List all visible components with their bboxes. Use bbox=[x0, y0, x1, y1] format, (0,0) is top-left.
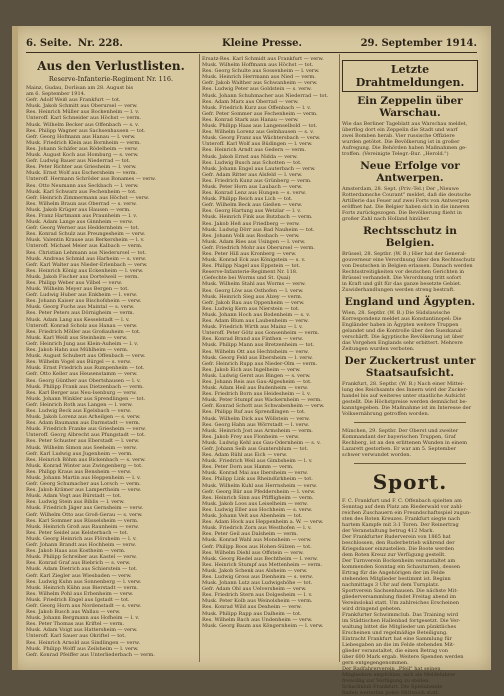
text-line: Gefr. Peter Sommer aus Fechenheim — verm. bbox=[202, 110, 318, 117]
article-body bbox=[342, 251, 478, 293]
text-line: Res. Ludwig Eller aus Hochheim — s. verw. bbox=[202, 506, 313, 513]
text-line: Gefr. Konrad Pfeiffer aus Unterliederbach — verm. bbox=[26, 651, 155, 658]
article-headline: Ein Zeppelin über Warschau. bbox=[357, 95, 463, 119]
text-line: Res. Ludwig Kern aus Nierstein — tot. bbox=[202, 305, 300, 312]
column-casualty-lists bbox=[26, 56, 196, 662]
text-line: Gefr. Johann Brandt aus Hochheim — verw. bbox=[26, 542, 137, 549]
text-line: Musk. Wilhelm Kuhl aus Herrnsheim — verw. bbox=[202, 482, 318, 489]
text-line: Gefr. Heinrich Jung aus Klein-Auheim — l. v. bbox=[26, 340, 139, 347]
text-line: Res. Wilhelm Braun aus Oberrad — s. verw. bbox=[26, 200, 137, 207]
text-line: Res. Christian Lehmann aus Niederursel — tot. bbox=[26, 249, 147, 256]
text-line: der Veranstaltung betrug 412 Mark. bbox=[342, 528, 435, 534]
text-line: Musk. Johann Schuhmacher aus Niederrad — tot. bbox=[202, 92, 329, 99]
text-line: Amsterdam, 28. Sept. (Priv.-Tel.) Der „Nieuwe bbox=[342, 186, 459, 192]
text-line: Gefr. Georg Hofmann aus Hanau — l. verw. bbox=[26, 133, 136, 140]
text-line: sten des Roten Kreuzes. Frankfurt siegte nach bbox=[342, 516, 461, 522]
wire-news-box-title: Letzte Drahtmeldungen. bbox=[342, 60, 478, 92]
text-line: Res. Peter Peters aus Dörnigheim — verm. bbox=[26, 310, 135, 317]
page-label: 6. Seite. bbox=[26, 38, 72, 49]
text-line: Res. Konrad Brand aus Finthen — verw. bbox=[202, 336, 304, 343]
text-line: Frankfurt, 28. Septbr. (W. B.) Nach einer Mittei- bbox=[342, 381, 464, 387]
text-line: Res. Jakob Busch aus Wallau — verw. bbox=[26, 609, 121, 616]
text-line: Res. Heinrich Sinn aus Pfiffligheim — verm. bbox=[202, 494, 314, 501]
text-line: (Gefechte bei Worms und St. Quai) bbox=[202, 275, 291, 282]
text-line: Res. Konrad Lenz aus Hungen — s. verw. bbox=[202, 190, 307, 197]
text-line: Sportverein Sachsenhausen. Die nächste Mit- bbox=[342, 588, 459, 594]
text-line: Res. Georg Schulte aus Sossenheim — l. verw. bbox=[202, 68, 320, 75]
text-line: Gefr. Philipp Boos aus Hohen-Sülzen — tot. bbox=[202, 543, 312, 550]
text-line: Erscheinen und regelmäßige Beteiligung. bbox=[342, 630, 448, 636]
text-line: Musk. Wilhelm Dick aus Wöllstein — verw. bbox=[202, 415, 310, 422]
column-separator bbox=[339, 54, 340, 662]
article-body bbox=[342, 121, 478, 157]
text-line: Res. Konrad Graf aus Biebrich — s. verw. bbox=[26, 560, 131, 567]
text-line: Musk. Adam Heil aus Budenheim — verw. bbox=[202, 385, 309, 392]
text-line: reichen Zuschauern ein Freundschaftsspiel zugun- bbox=[342, 510, 471, 516]
text-line: Gefr. Ludwig Bauer aus Niederrad — tot. bbox=[26, 158, 131, 165]
section-subheading: Reserve-Infanterie-Regiment Nr. 116. bbox=[48, 75, 174, 83]
text-line: Musk. Johann Winkler aus Sprendlingen — tot. bbox=[26, 395, 146, 402]
text-line: Gefr. Jakob Rau aus Oppenheim — verw. bbox=[202, 299, 305, 306]
text-line: hartem Kampfe mit 3:1 Toren. Der Reinertrag bbox=[342, 522, 459, 528]
text-line: Gefr. Wilhelm Otto aus Groß-Gerau — s. verw. bbox=[26, 511, 143, 518]
text-line: Res. Heinrich Böhm aus Bickenbach — s. verw. bbox=[26, 456, 146, 463]
text-line: Res. Wilhelm Lorenz aus Gelnhausen — s. v. bbox=[202, 129, 314, 136]
text-line: Res. Jakob Haas aus Kostheim — verm. bbox=[26, 548, 126, 555]
text-line: Res. Philipp Ruf aus Sprendlingen — tot. bbox=[202, 409, 306, 416]
text-line: Musk. Friedrich Weil aus Gimbsheim — l. v. bbox=[202, 458, 313, 465]
text-line: Res. Wilhelm Pohl aus Erbenheim — verw. bbox=[26, 590, 134, 597]
text-line: Res. Peter Schuster aus Eberstadt — l. verw. bbox=[26, 438, 140, 445]
text-line: Res. Peter Seidel aus Kelsterbach — tot. bbox=[26, 529, 129, 536]
text-line: Res. Johann Volk aus Rosbach — verw. bbox=[202, 232, 300, 239]
text-line: lung des Reichsamts des Innern wird der Zucker- bbox=[342, 387, 468, 393]
text-line: handel bis auf weiteres unter staatliche Aufsicht bbox=[342, 393, 466, 399]
text-line: Musk. Valentin Krause aus Berkersheim — l. v. bbox=[26, 237, 145, 244]
text-line: Musk. Jakob Krüger aus Hausen — verm. bbox=[26, 206, 131, 213]
text-line: Musk. Heinrich Jost aus Armsheim — verm. bbox=[202, 427, 313, 434]
text-line: F. C. Frankfurt und F. C. Offenbach spielten am bbox=[342, 498, 462, 504]
text-line: Gefr. Heinrich Roth aus Langen — l. verw. bbox=[26, 401, 133, 408]
article-headline: England und Ägypten. bbox=[344, 296, 476, 308]
text-line: Musk. Philipp Wolff aus Zeilsheim — l. verw. bbox=[26, 645, 139, 652]
text-line: Musk. Karl Weiß aus Steinheim — verw. bbox=[26, 334, 128, 341]
text-line: Volksernährung getroffen worden. bbox=[342, 411, 430, 417]
text-line: Musk. Johann Engel aus Lauterbach — verw. bbox=[202, 165, 316, 172]
text-line: Res. Heinrich Arndt aus Gedern — verm. bbox=[202, 147, 306, 154]
text-line: Musk. Heinrich Fink aus Butzbach — verm. bbox=[202, 214, 313, 221]
text-line: Der Frankfurter Ruderverein von 1865 hat bbox=[342, 534, 451, 540]
text-line: Res. Peter Geil aus Dalsheim — verm. bbox=[202, 531, 298, 538]
text-line: Res. Peter Thomas aus Kriftel — verm. bbox=[26, 621, 125, 628]
text-line: Gefr. Otto Keller aus Heusenstamm — verw. bbox=[26, 371, 138, 378]
text-line: Der Turnverein Bockenheim veranstaltet am bbox=[342, 558, 456, 564]
text-line: Gefr. Georg Werner aus Heddernheim — tot. bbox=[26, 225, 140, 232]
text-line: Musk. Karl Schwarz aus Fechenheim — tot. bbox=[26, 188, 137, 195]
text-line: Res. Heinrich Müller aus Bockenheim — l. v. bbox=[26, 109, 140, 116]
text-line: Res. Ludwig Busch aus Schotten — tot. bbox=[202, 159, 302, 166]
text-line: Reserve-Infanterie-Regiment Nr. 118. bbox=[202, 269, 298, 276]
text-line: Unteroff. Karl Sauer aus Okriftel — tot. bbox=[26, 633, 126, 640]
text-line: Eintracht Frankfurt hat eine Sammlung für bbox=[342, 636, 452, 642]
text-line: Musk. Georg Heinrich aus Flörsheim — l. v. bbox=[26, 535, 137, 542]
text-line: Res. Jakob Krämer aus Lampertheim — verw. bbox=[26, 487, 142, 494]
text-line: Res. Friedrich Kunz aus Grünberg — verm. bbox=[202, 177, 312, 184]
text-line: Res. Karl Berger aus Neu-Isenburg — verw. bbox=[26, 389, 137, 396]
page-spine bbox=[12, 26, 18, 670]
text-line: Zuwiderhandlungen werden streng bestraft. bbox=[342, 287, 455, 293]
text-line: Rotterdamsche Courant" meldet, daß die deutsche bbox=[342, 192, 471, 198]
text-line: Res. Franz Hartmann aus Praunheim — l. v. bbox=[26, 212, 138, 219]
text-line: Musk. Johann Veit aus Abenheim — tot. bbox=[202, 513, 303, 520]
text-line: Musk. Peter Stumpf aus Wackernheim — verm. bbox=[202, 397, 322, 404]
casualty-list bbox=[202, 56, 336, 629]
text-line: Gefr. Georg Schumacher aus Lorsch — verm. bbox=[26, 481, 141, 488]
text-line: Wien, 28. Septbr. (W. B.) Die Südslawische bbox=[342, 310, 451, 316]
text-line: Musk. Philipp Haas aus Langenselbold — tot. bbox=[202, 123, 318, 130]
paper-name: Kleine Presse. bbox=[222, 38, 303, 49]
text-line: Gefr. Karl Walter aus Nieder-Erlenbach — verw. bbox=[26, 261, 148, 268]
text-line: großer Zahl nach Holland hinüber. bbox=[342, 216, 430, 222]
text-line: Musk. Ernst Friedrich aus Rumpenheim — tot. bbox=[26, 365, 145, 372]
text-line: Res. Adam Blum aus Laubenheim — verw. bbox=[202, 318, 309, 325]
text-line: beschlossen, den Ruderbetrieb während der bbox=[342, 540, 455, 546]
text-line: Res. Friedrich Stern aus Dolgesheim — l. v. bbox=[202, 592, 313, 599]
text-line: Res. Ludwig Beck aus Egelsbach — verw. bbox=[26, 407, 132, 414]
wire-news-articles bbox=[342, 95, 478, 458]
text-line: Res. Ludwig Peter aus Goldstein — s. verw. bbox=[202, 86, 312, 93]
text-line: Musk. Philipp Schreiber aus Kastel — verw. bbox=[26, 554, 137, 561]
text-line: Res. Adam Rühl aus Eich — verw. bbox=[202, 452, 288, 459]
text-line: Musk. Georg Riedel aus Bechtheim — l. verw. bbox=[202, 555, 318, 562]
text-line: Brüssel, 28. Septbr. (W. B.) Hier hat der General- bbox=[342, 251, 467, 257]
section-heading: Aus den Verlustlisten. bbox=[37, 59, 185, 73]
text-line: Musk. Heinrich Herrmann aus Nied — verm. bbox=[202, 74, 316, 81]
text-line: Musk. Jakob Schmitt aus Oberursel — verw. bbox=[26, 103, 138, 110]
text-line: Unteroff. Karl Schneider aus Höchst — verm. bbox=[26, 115, 142, 122]
text-line: Res. Peter Hill aus Kronberg — verw. bbox=[202, 251, 297, 257]
text-line: Musk. Friedrich Zorn aus Westhofen — l. v. bbox=[202, 525, 312, 532]
article-body bbox=[342, 310, 478, 352]
text-line: kommenden Sonntag ein Schauturnen, dessen bbox=[342, 564, 461, 570]
text-line: Res. Heinrich König aus Eckenheim — l. verw. bbox=[26, 267, 144, 274]
text-line: Musk. Georg Feld aus Ebersheim — l. verw. bbox=[202, 354, 313, 361]
text-line: überflog dort ein Zeppelin die Stadt und warf bbox=[342, 127, 458, 133]
text-line: Musk. Friedrich Kurz aus Offenbach — l. v. bbox=[202, 104, 311, 111]
text-line: Res. Johann Kaiser aus Bischofsheim — verw. bbox=[26, 298, 142, 305]
text-line: Musk. Peter Kolb aus Weinolsheim — verm. bbox=[202, 598, 313, 605]
text-line: Musk. Philipp Frank aus Dietzenbach — verm. bbox=[26, 383, 144, 390]
text-line: Gefr. Wilhelm Beck aus Gießen — verw. bbox=[202, 202, 303, 209]
text-line: Res. Jakob Heß aus Friedberg — verw. bbox=[202, 220, 300, 227]
text-line: Musk. Wilhelm Hoffmann aus Höchst — tot. bbox=[202, 62, 314, 69]
text-line: Artillerie das Feuer auf zwei Forts von Antwerpen bbox=[342, 198, 469, 204]
article-body bbox=[342, 381, 478, 417]
text-line: Res. Jakob Frey aus Flonheim — verw. bbox=[202, 433, 300, 440]
text-line: Musk. Friedrich Klein aus Bornheim — verm. bbox=[26, 139, 141, 146]
text-line: Res. Wilhelm Bach aus Undenheim — verw. bbox=[202, 616, 313, 623]
text-line: Engländer haben in Ägypten weitere Truppen bbox=[342, 322, 459, 328]
text-line: Musk. Georg Franz aus Wächtersbach — verw. bbox=[202, 135, 321, 142]
text-line: Res. Philipp Link aus Rheindürkheim — tot. bbox=[202, 476, 313, 483]
text-line: Gefr. Adam Ohl aus Uelversheim — verw. bbox=[202, 586, 307, 593]
text-line: Res. Philipp Wagner aus Sachsenhausen — tot. bbox=[26, 127, 146, 134]
text-line: Res. Ludwig Stein aus Biblis — l. verw. bbox=[26, 499, 125, 506]
text-line: Res. Georg Günther aus Obertshausen — l. v. bbox=[26, 377, 141, 384]
text-line: Res. Karl Sommer aus Rüsselsheim — verm. bbox=[26, 517, 139, 524]
sport-heading: Sport. bbox=[372, 470, 448, 494]
header-rule bbox=[26, 52, 477, 53]
text-line: Gefr. Heinrich Zimmermann aus Höchst — verw. bbox=[26, 194, 150, 201]
casualty-list bbox=[26, 85, 196, 658]
text-line: Gefr. Georg Horn aus Nordenstadt — s. verw. bbox=[26, 602, 142, 609]
text-line: Musk. Johann Lutz aus Ludwigshöhe — tot. bbox=[202, 580, 313, 587]
text-line: Res. Konrad Wild aus Dexheim — verw. bbox=[202, 604, 302, 611]
article-headline: Der Zuckertrust unter Staatsaufsicht. bbox=[344, 355, 476, 379]
text-line: Unteroff. Georg Albrecht aus Pfungstadt — tot. bbox=[26, 432, 146, 439]
text-line: Gefr. Karl Ziegler aus Wiesbaden — verw. bbox=[26, 572, 132, 579]
text-line: Res. Wilhelm Diehl aus Offstein — verw. bbox=[202, 549, 304, 556]
text-line: Mainz, Gudau, Dorlisan am 28. August bis bbox=[26, 85, 134, 91]
article-headline: Rechtsschutz in Belgien. bbox=[363, 225, 457, 249]
text-line: Musk. Johann Martin aus Heppenheim — l. v. bbox=[26, 475, 141, 481]
text-line: Musk. Jakob Lorenz aus Arheilgen — s. verw. bbox=[26, 414, 141, 421]
text-line: Musk. Friedrich Engel aus Igstadt — tot. bbox=[26, 596, 130, 603]
text-line: Musk. Wilhelm Stahl aus Worms — verw. bbox=[202, 281, 306, 288]
text-line: Res. Wilhelm Vogel aus Bürgel — s. verw. bbox=[26, 359, 132, 366]
text-line: Res. Jakob Hahn aus Mühlheim — verm. bbox=[26, 347, 129, 354]
column-separator bbox=[199, 54, 200, 662]
text-line: im Städtischen Hallenbad fortgesetzt. Die Ver- bbox=[342, 618, 461, 624]
section-divider bbox=[354, 463, 466, 464]
text-line: gliederversammlung findet Freitag abend im bbox=[342, 594, 456, 600]
text-line: Musk. Wilhelm Meyer aus Bergen — tot. bbox=[26, 286, 129, 293]
text-line: Gefr. Jakob Walther aus Schwanheim — verw. bbox=[202, 80, 318, 87]
text-line: Musk. Adam Lang aus Kesselstadt — l. v. bbox=[26, 316, 130, 323]
text-line: Vereinslokal statt. Um zahlreiches Erscheinen bbox=[342, 600, 460, 606]
text-line: von Deutschen in Belgien erlassen. Danach werden bbox=[342, 263, 473, 269]
text-line: gelandet und die Kontrolle über den Suezkanal bbox=[342, 328, 462, 334]
text-line: Forts zurückgezogen. Die Bevölkerung flieht in bbox=[342, 210, 462, 216]
text-line: Gefr. Adam Ritter aus Alsfeld — l. verw. bbox=[202, 171, 303, 178]
text-line: eröffnet hat. Die Belgier haben sich in die inneren bbox=[342, 204, 470, 210]
text-line: Musk. Konrad Mai aus Ibersheim — verw. bbox=[202, 470, 308, 477]
text-line: finden weiterhin jeden Mittwoch statt. bbox=[342, 690, 440, 696]
column-casualty-lists-continued bbox=[202, 56, 336, 662]
text-line: Musk. Heinrich Groß aus Raunheim — verw. bbox=[26, 523, 139, 530]
text-line: stehenden Mitglieder bestimmt ist. Beginn bbox=[342, 576, 451, 582]
text-line: Musk. Ernst Wolf aus Eschersheim — verm. bbox=[26, 170, 138, 177]
text-line: Res. Georg Hartung aus Wetzlar — l. v. bbox=[202, 208, 302, 215]
text-line: gern entgegengenommen. bbox=[342, 660, 409, 666]
text-line: Res. Adam Marx aus Oberrad — verw. bbox=[202, 98, 299, 105]
text-line: Gefr. Adolf Weiß aus Frankfurt — tot. bbox=[26, 97, 121, 104]
text-line: Musk. Philipp Rapp aus Dalheim — tot. bbox=[202, 610, 302, 617]
text-line: Liebesgaben an die im Felde stehenden Mit- bbox=[342, 642, 455, 648]
column-wire-news bbox=[342, 56, 478, 696]
text-line: Brüssel verhandelt. Die Verordnung tritt sofort bbox=[342, 275, 462, 281]
text-line: Res. Ludwig Kuhn aus Sonnenberg — l. verw. bbox=[26, 578, 142, 585]
text-line: Res. Philipp Nagel aus Eppstein — tot. bbox=[202, 263, 301, 270]
text-line: waltung bittet die Mitglieder um pünktliches bbox=[342, 624, 457, 630]
text-line: Musk. Konrad Eck aus Königstein — s. v. bbox=[202, 257, 306, 264]
text-line: Musk. Johann Hoch aus Bodenheim — s. v. bbox=[202, 311, 311, 318]
text-line: Res. Konrad Stark aus Hanau — verw. bbox=[202, 116, 299, 123]
text-line: Res. Otto Neumann aus Seckbach — l. verw. bbox=[26, 182, 139, 189]
text-line: Musk. August Koch aus Homburg — s. verw. bbox=[26, 152, 139, 159]
text-line: Musk. Adam Dietrich aus Schierstein — tot. bbox=[26, 566, 138, 573]
issue-number: Nr. 228. bbox=[78, 38, 123, 49]
newspaper-page bbox=[12, 26, 491, 696]
text-line: Musk. Jakob Schenk aus Alsheim — verw. bbox=[202, 567, 308, 574]
text-line: Musk. Heinrich Kühn aus Bierstadt — verm. bbox=[26, 584, 139, 591]
text-line: Unteroff. Konrad Scholz aus Hanau — verw. bbox=[26, 322, 138, 329]
text-line: zwei Bomben herab. Vier russische Offiziere bbox=[342, 133, 455, 139]
text-line: Musk. Georg Fuchs aus Maintal — s. verw. bbox=[26, 304, 135, 311]
article-body bbox=[342, 428, 478, 458]
text-line: Musk. Jakob Loos aus Leiselheim — verw. bbox=[202, 500, 308, 507]
text-line: Gefr. Heinrich Rupp aus Nieder-Olm — verm. bbox=[202, 360, 318, 367]
text-line: Res. Friedrich Born aus Heidesheim — l. v. bbox=[202, 391, 311, 398]
text-line: Res. Wilhelm Ott aus Hechtsheim — verw. bbox=[202, 348, 309, 355]
text-line: Kriegsdauer einzustellen. Die Boote werden bbox=[342, 546, 454, 552]
text-line: Musk. Ludwig Dörr aus Bad Nauheim — tot. bbox=[202, 226, 315, 233]
text-line: Res. Peter Richter aus Griesheim — l. verw. bbox=[26, 164, 137, 171]
text-line: München, 29. Septbr. Der Oberst und zweiter bbox=[342, 428, 459, 434]
text-line: Ertrag für die Angehörigen der im Felde bbox=[342, 570, 445, 576]
text-line: Rechberg, ist an den erlittenen Wunden in einem bbox=[342, 440, 467, 446]
text-line: Musk. Adam Voigt aus Hattersheim — verw. bbox=[26, 627, 138, 634]
text-line: Musk. Adam Vogt aus Bürstadt — tot. bbox=[26, 493, 122, 500]
text-line: Res. Adam Hock aus Heppenheim a. W. — verw. bbox=[202, 519, 324, 526]
text-line: Musk. Wilhelm Becker aus Offenbach — s. v. bbox=[26, 121, 140, 128]
text-line: Musk. Johann Bergmann aus Hofheim — l. v. bbox=[26, 615, 140, 622]
text-line: Res. Johann Reis aus Gau-Algesheim — tot. bbox=[202, 378, 312, 385]
text-line: Unteroff. Hermann Schröder aus Bonames — verw. bbox=[26, 176, 156, 183]
text-line: über 600 Mark ergab. Weitere Spenden werden bbox=[342, 654, 464, 660]
text-line: gouverneur eine Verordnung über den Rechtsschutz bbox=[342, 257, 475, 263]
text-line: Res. Heinrich Stumpf aus Mettenheim — verm. bbox=[202, 561, 323, 568]
text-line: Gefr. Ludwig Huber aus Enkheim — l. verw. bbox=[26, 292, 138, 299]
text-line: Unteroff. Peter Götz aus Gonsenheim — verm. bbox=[202, 330, 320, 337]
page-header bbox=[26, 38, 477, 52]
text-line: Ersatz-Res. Karl Schmidt aus Frankfurt — verw. bbox=[202, 56, 324, 62]
text-line: am 6. September 1914. bbox=[26, 91, 86, 98]
text-line: Musk. Friedrich Jäger aus Gernsheim — verw. bbox=[26, 505, 144, 512]
text-line: Lazarett gestorben. Er war am 5. September bbox=[342, 446, 456, 452]
text-line: wird dringend gebeten. bbox=[342, 606, 402, 612]
text-line: Musk. Konrad Wahl aus Monsheim — verw. bbox=[202, 537, 312, 544]
text-line: Musk. Jakob Ernst aus Nidda — verw. bbox=[202, 153, 298, 160]
text-line: Musk. Heinrich Sieg aus Alzey — verm. bbox=[202, 293, 303, 300]
text-line: Zeitungen wurden verboten. bbox=[342, 346, 415, 352]
text-line: Unteroff. Karl Wolf aus Büdingen — l. verw. bbox=[202, 141, 313, 148]
text-line: Musk. Jakob Fischer aus Dortelweil — verm. bbox=[26, 273, 139, 280]
text-line: Musk. Ludwig Kehl aus Gau-Odernheim — s. v. bbox=[202, 439, 321, 446]
text-line: gestellt. Die Höchstpreise werden demnächst be- bbox=[342, 399, 468, 405]
text-line: Musk. Friedrich Franke aus Griesheim — verw. bbox=[26, 426, 146, 433]
text-line: Gefr. Georg Bär aus Pfeddersheim — l. verw. bbox=[202, 488, 316, 495]
text-line: das Vorgehen Englands sehr erbittert. Mehrere bbox=[342, 340, 463, 346]
text-line: kanntgegeben. Die Maßnahme ist im Interesse der bbox=[342, 405, 472, 411]
text-line: Schachklub Frankfurt. Die Spielabende bbox=[342, 684, 443, 690]
text-line: Der Radfahrerverein „Pfeil" hat seinen bbox=[342, 666, 441, 672]
text-line: Musk. August Schubert aus Offenbach — verw. bbox=[26, 353, 146, 360]
text-line: Res. Friedrich Möller aus Großauheim — tot. bbox=[26, 328, 141, 335]
text-line: Musk. Philipp Reich aus Lich — tot. bbox=[202, 196, 293, 203]
text-line: Gefr. Friedrich Mohr aus Oberursel — verm. bbox=[202, 244, 315, 251]
text-line: Musk. Ludwig Gerst aus Bingen — s. verw. bbox=[202, 372, 311, 379]
article-headline: Neue Erfolge vor Antwerpen. bbox=[360, 160, 460, 184]
text-line: Musk. Andreas Schmid aus Harheim — s. verw. bbox=[26, 255, 147, 262]
text-line: Frankfurter Schwimmclub. Das Training wird bbox=[342, 612, 459, 618]
text-line: Res. Georg Löw aus Osthofen — l. verw. bbox=[202, 287, 304, 294]
text-line: Musk. Wilhelm Simon aus Seeheim — verw. bbox=[26, 444, 137, 451]
text-line: Res. Jakob Eich aus Ingelheim — verw. bbox=[202, 366, 301, 373]
sport-text bbox=[342, 498, 478, 696]
text-line: nachmittags 3 Uhr auf dem Turnplatz. bbox=[342, 582, 440, 588]
article-divider bbox=[354, 422, 466, 423]
text-line: Aufregung. Die Behörden haben Maßnahmen ge- bbox=[342, 145, 467, 151]
text-line: Musk. Konrad Winter aus Zwingenberg — tot. bbox=[26, 462, 143, 469]
text-line: freiwillig zur Verfügung zu stellen. bbox=[342, 678, 431, 684]
text-line: Musk. Georg Baum aus Köngernheim — l. verw. bbox=[202, 622, 324, 629]
text-line: Mitgliedern empfohlen, sich als Meldefahrer bbox=[342, 672, 456, 678]
text-line: Musk. Peter Horn aus Laubach — verw. bbox=[202, 183, 303, 190]
text-line: Rechtsstreitigkeiten vor deutschen Gerichten in bbox=[342, 269, 465, 275]
text-line: Res. Peter Dorn aus Hamm — verm. bbox=[202, 464, 294, 471]
text-line: Musk. Adam Lange aus Ginnheim — verw. bbox=[26, 219, 134, 226]
text-line: Musk. Adam Ries aus Usingen — l. verw. bbox=[202, 238, 306, 245]
text-line: schwer verwundet worden. bbox=[342, 452, 412, 458]
article-body bbox=[342, 186, 478, 222]
text-line: Res. Johann Schäfer aus Rödelheim — verw. bbox=[26, 145, 138, 152]
text-line: Res. Georg Hahn aus Wörrstadt — l. verw. bbox=[202, 421, 310, 428]
text-line: Gefr. Johann Seib aus Guntersblum — tot. bbox=[202, 446, 309, 452]
text-line: Res. Konrad Schulz aus Preungesheim — verw. bbox=[26, 231, 146, 238]
text-line: Res. Ludwig Gross aus Dienheim — s. verw. bbox=[202, 573, 314, 580]
text-line: Res. Adam Baumann aus Darmstadt — verm. bbox=[26, 420, 141, 427]
text-line: Res. Philipp Weber aus Vilbel — verw. bbox=[26, 280, 123, 286]
text-line: Gefr. Konrad Schott aus Schwabenheim — verw. bbox=[202, 403, 325, 410]
text-line: glieder veranstaltet, die einen Betrag von bbox=[342, 648, 448, 654]
text-line: verschärft. Die ägyptische Bevölkerung ist über bbox=[342, 334, 464, 340]
text-line: troffen. (Vereinigte Telegr.-Bur. „Herold.") bbox=[342, 151, 449, 157]
text-line: Wie das Berliner Tageblatt aus Warschau meldet, bbox=[342, 121, 468, 127]
text-line: Unteroff. Michael Meier aus Kalbach — verm. bbox=[26, 243, 143, 250]
text-line: wurden getötet. Die Bevölkerung ist in großer bbox=[342, 139, 460, 145]
text-line: in Kraft und gilt für das ganze besetzte Gebiet. bbox=[342, 281, 462, 287]
text-line: dem Roten Kreuz zur Verfügung gestellt. bbox=[342, 552, 446, 558]
text-line: Res. Philipp Kraus aus Bensheim — verw. bbox=[26, 468, 132, 475]
text-line: Kommandant der bayerischen Truppen, Graf bbox=[342, 434, 456, 440]
text-line: Gefr. Karl Ludwig aus Jugenheim — verm. bbox=[26, 450, 133, 457]
text-line: Musk. Philipp Mann aus Bretzenheim — tot. bbox=[202, 342, 315, 349]
text-line: Korrespondenz meldet aus Konstantinopel: Die bbox=[342, 316, 462, 322]
text-line: Musk. Friedrich Wirth aus Mainz — l. v. bbox=[202, 324, 303, 331]
issue-date: 29. September 1914. bbox=[360, 38, 477, 49]
text-line: Res. Heinrich Arnold aus Sindlingen — verw. bbox=[26, 639, 141, 646]
text-line: Sonntag auf dem Platz am Riederwald vor zahl- bbox=[342, 504, 463, 510]
